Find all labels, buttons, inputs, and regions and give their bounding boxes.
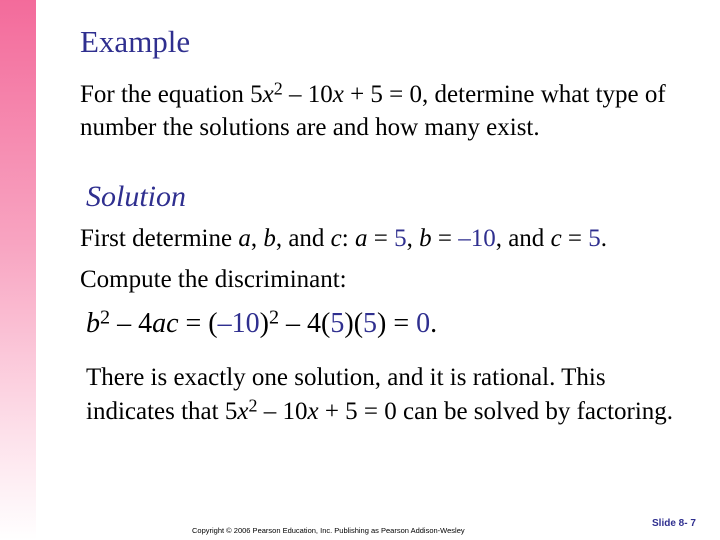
discriminant-equation: [86, 308, 437, 340]
disc-minus-4b: – 4(: [279, 308, 331, 339]
problem-exponent: 2: [273, 78, 283, 99]
disc-value-b: –10: [217, 308, 260, 339]
step-compute-discriminant: Compute the discriminant:: [80, 266, 347, 293]
disc-paren-2: )(: [344, 308, 364, 339]
conclusion-var-x2: x: [307, 398, 319, 425]
step1-sep: ,: [250, 225, 264, 252]
step1-eq-b: =: [431, 225, 459, 252]
disc-b: b: [86, 308, 100, 339]
disc-paren: ): [259, 308, 269, 339]
step1-and: , and: [275, 225, 331, 252]
var-c: c: [330, 225, 342, 252]
disc-exp-2: 2: [268, 306, 280, 329]
disc-value-a: 5: [330, 308, 345, 339]
conclusion-part-3: + 5 = 0 can be solved by factoring.: [318, 398, 674, 425]
var-a: a: [238, 225, 251, 252]
step1-text: First determine: [80, 225, 239, 252]
value-c: 5: [588, 225, 601, 252]
step1-period: .: [600, 225, 608, 252]
value-b: –10: [458, 225, 496, 252]
decorative-side-band: [0, 0, 36, 540]
value-a: 5: [394, 225, 407, 252]
step-identify-coefficients: [80, 225, 607, 253]
var-a-assign: a: [354, 225, 368, 252]
slide-number: Slide 8- 7: [652, 518, 696, 529]
disc-value-c: 5: [363, 308, 378, 339]
disc-exp-1: 2: [100, 306, 111, 329]
slide-title: Example: [80, 24, 191, 59]
conclusion-var-x1: x: [237, 398, 249, 425]
problem-statement: [80, 78, 700, 144]
var-b: b: [263, 225, 276, 252]
disc-equals-2: ) =: [377, 308, 417, 339]
disc-period: .: [430, 308, 438, 339]
step1-eq-c: =: [561, 225, 589, 252]
step1-colon: :: [341, 225, 355, 252]
step1-eq-a: =: [367, 225, 395, 252]
problem-variable-x1: x: [262, 81, 274, 108]
problem-variable-x2: x: [332, 81, 344, 108]
disc-ac: ac: [152, 308, 179, 339]
problem-text-2: – 10: [282, 81, 333, 108]
disc-result: 0: [416, 308, 431, 339]
step1-comma: ,: [406, 225, 420, 252]
disc-minus-4: – 4: [110, 308, 153, 339]
conclusion-exponent: 2: [248, 395, 258, 416]
conclusion-text: [86, 361, 686, 429]
disc-equals: = (: [178, 308, 218, 339]
var-c-assign: c: [550, 225, 562, 252]
problem-text-3: + 5 = 0, determine what type of number the solutions are and how many exist.: [80, 81, 666, 141]
copyright-footer: Copyright © 2006 Pearson Education, Inc. Publishing as Pearson Addison-Wesley: [192, 526, 465, 535]
conclusion-part-1: There is exactly one solution, and it is rational. This indicates that 5: [86, 364, 606, 425]
step1-and-2: , and: [495, 225, 551, 252]
conclusion-part-2: – 10: [257, 398, 308, 425]
problem-text-1: For the equation 5: [80, 81, 263, 108]
solution-heading: Solution: [86, 180, 187, 213]
var-b-assign: b: [419, 225, 432, 252]
